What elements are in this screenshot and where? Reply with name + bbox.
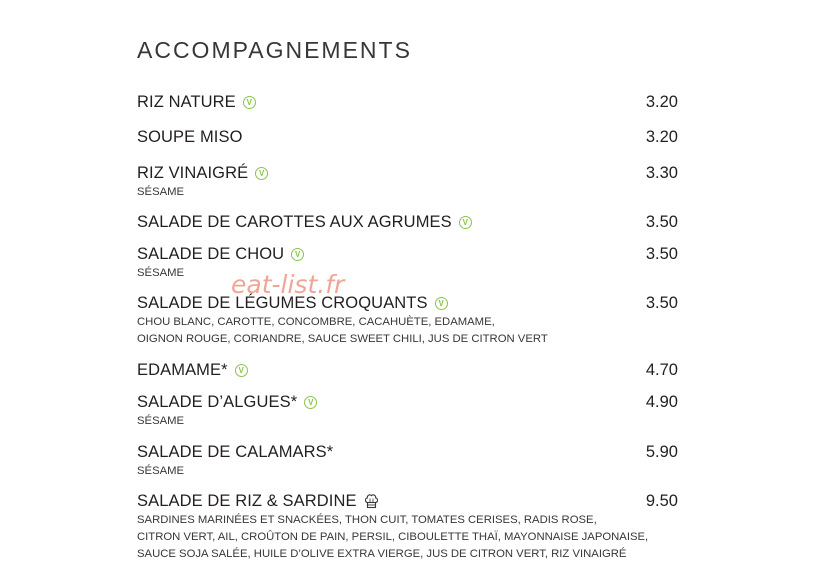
vegetarian-icon: V bbox=[235, 364, 248, 377]
section-title: ACCOMPAGNEMENTS bbox=[137, 37, 412, 63]
menu-item bbox=[137, 293, 678, 348]
item-price: 3.20 bbox=[645, 93, 678, 111]
vegetarian-icon: V bbox=[291, 248, 304, 261]
item-price: 3.50 bbox=[645, 213, 678, 231]
item-price: 3.30 bbox=[645, 164, 678, 182]
item-description: SAUCE SOJA SALÉE, HUILE D’OLIVE EXTRA VIERGE, JUS DE CITRON VERT, RIZ VINAIGRÉ bbox=[137, 548, 627, 560]
menu-item bbox=[137, 163, 678, 201]
item-name: SALADE DE RIZ & SARDINE bbox=[137, 491, 357, 510]
item-price: 3.20 bbox=[645, 128, 678, 146]
item-description: CITRON VERT, AIL, CROÛTON DE PAIN, PERSIL, CIBOULETTE THAÏ, MAYONNAISE JAPONAISE, bbox=[137, 531, 649, 543]
item-price: 5.90 bbox=[645, 443, 678, 461]
menu-item bbox=[137, 127, 678, 147]
item-name: RIZ VINAIGRÉ bbox=[137, 163, 249, 182]
menu-item bbox=[137, 212, 678, 232]
item-name: SALADE DE LÉGUMES CROQUANTS bbox=[137, 293, 428, 312]
watermark: eat-list.fr bbox=[231, 270, 345, 299]
item-description: SÉSAME bbox=[137, 465, 185, 477]
menu-item bbox=[137, 92, 678, 112]
chef-hat-icon bbox=[364, 493, 379, 509]
menu-item bbox=[137, 392, 678, 430]
item-name: SALADE DE CALAMARS* bbox=[137, 442, 334, 461]
item-price: 4.90 bbox=[645, 393, 678, 411]
item-description: SÉSAME bbox=[137, 186, 185, 198]
menu-item bbox=[137, 491, 678, 563]
item-description: SÉSAME bbox=[137, 415, 185, 427]
item-description: OIGNON ROUGE, CORIANDRE, SAUCE SWEET CHILI, JUS DE CITRON VERT bbox=[137, 333, 548, 345]
item-name: SALADE D’ALGUES* bbox=[137, 392, 298, 411]
vegetarian-icon: V bbox=[243, 96, 256, 109]
vegetarian-icon: V bbox=[255, 167, 268, 180]
item-name: SOUPE MISO bbox=[137, 127, 243, 146]
item-price: 3.50 bbox=[645, 245, 678, 263]
menu-item bbox=[137, 442, 678, 480]
item-price: 9.50 bbox=[645, 492, 678, 510]
item-description: CHOU BLANC, CAROTTE, CONCOMBRE, CACAHUÈTE, EDAMAME, bbox=[137, 316, 495, 328]
item-description: SÉSAME bbox=[137, 267, 185, 279]
item-name: EDAMAME* bbox=[137, 360, 228, 379]
vegetarian-icon: V bbox=[459, 216, 472, 229]
menu-item bbox=[137, 244, 678, 282]
item-price: 4.70 bbox=[645, 361, 678, 379]
item-name: SALADE DE CHOU bbox=[137, 244, 285, 263]
item-name: SALADE DE CAROTTES AUX AGRUMES bbox=[137, 212, 452, 231]
item-name: RIZ NATURE bbox=[137, 92, 236, 111]
menu-item bbox=[137, 360, 678, 380]
item-price: 3.50 bbox=[645, 294, 678, 312]
vegetarian-icon: V bbox=[304, 396, 317, 409]
item-description: SARDINES MARINÉES ET SNACKÉES, THON CUIT, TOMATES CERISES, RADIS ROSE, bbox=[137, 514, 597, 526]
vegetarian-icon: V bbox=[435, 297, 448, 310]
